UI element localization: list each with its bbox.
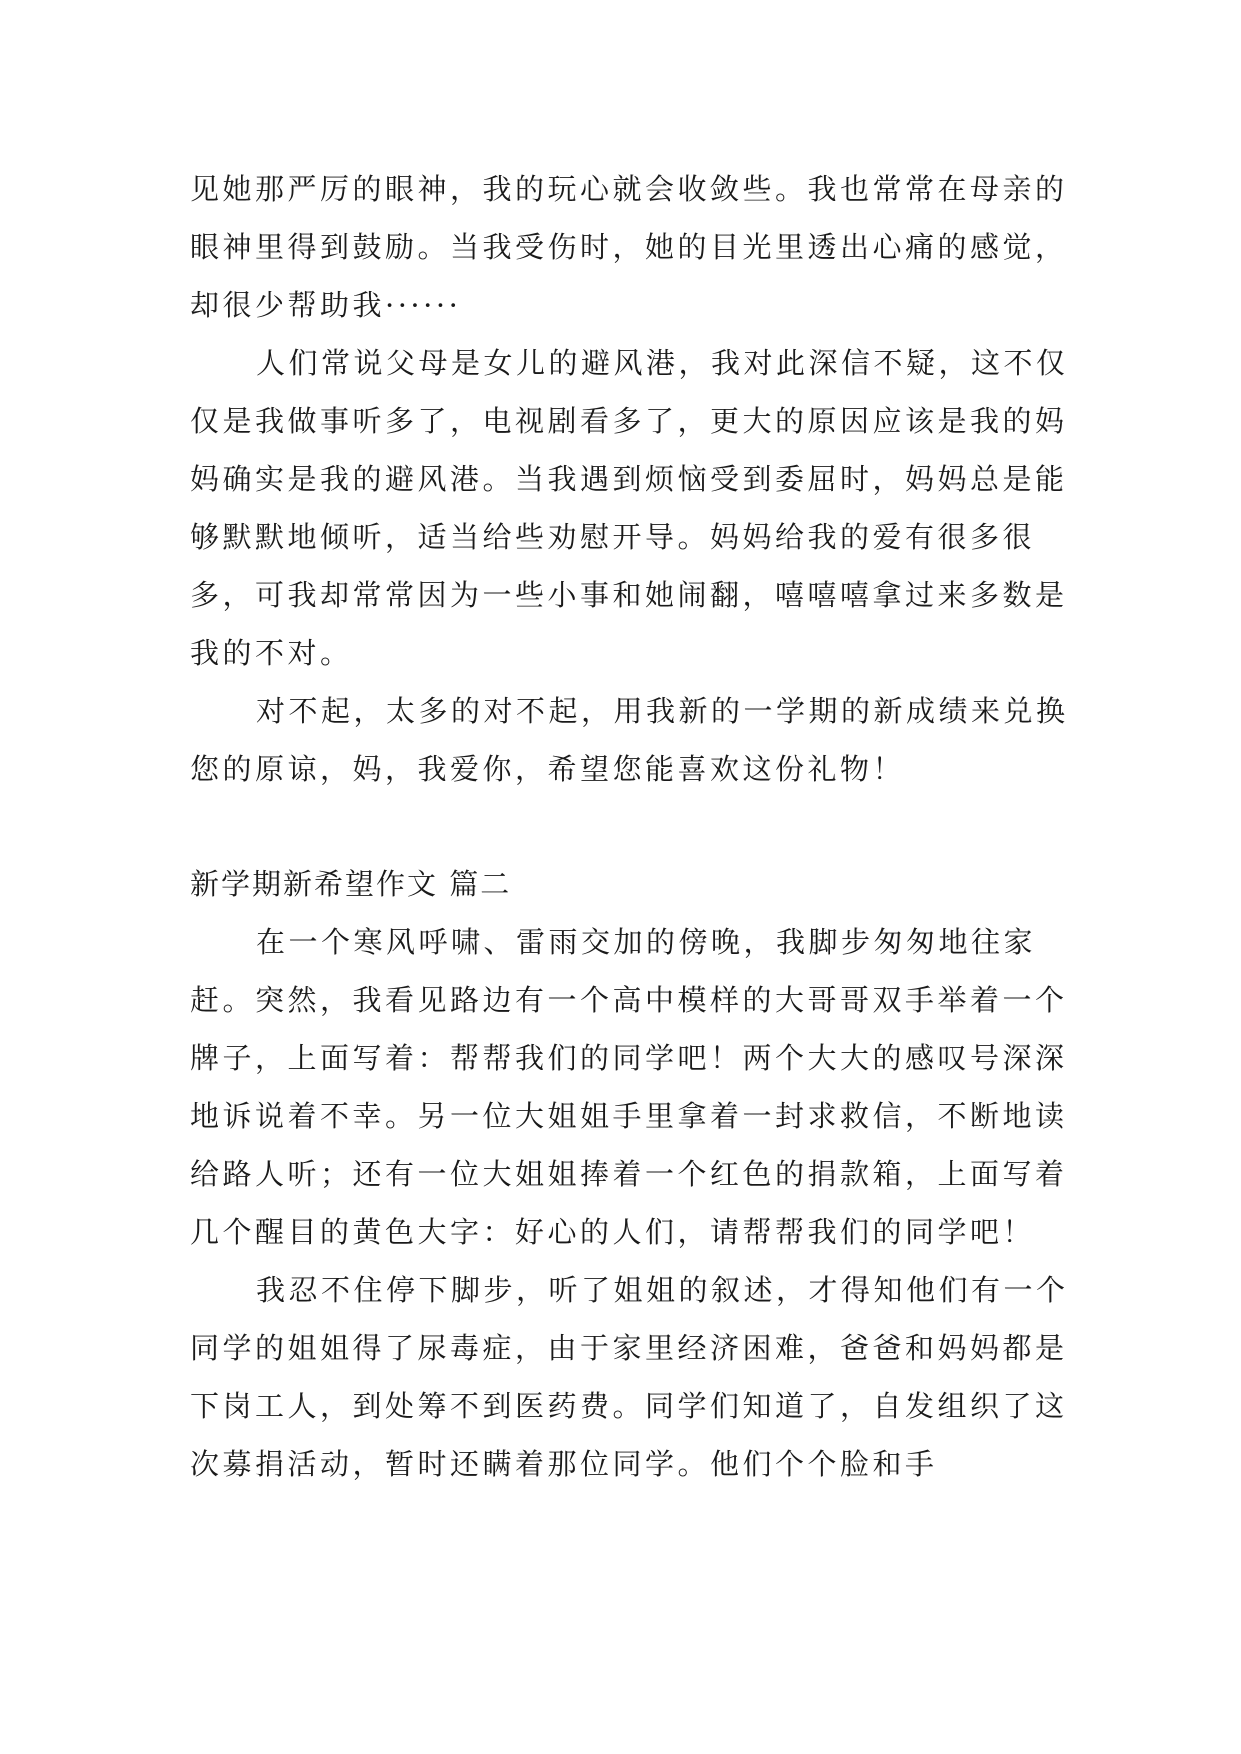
section-heading: 新学期新希望作文 篇二 [190,867,512,901]
paragraph-fundraising: 我忍不住停下脚步，听了姐姐的叙述，才得知他们有一个同学的姐姐得了尿毒症，由于家里经济困难，爸爸和妈妈都是下岗工人，到处筹不到医药费。同学们知道了，自发组织了这次募捐活动，暂时还瞒着那位同学。他们个个脸和手 [190,1273,1069,1481]
paragraph-continuation: 见她那严厉的眼神，我的玩心就会收敛些。我也常常在母亲的眼神里得到鼓励。当我受伤时，她的目光里透出心痛的感觉，却很少帮助我······ [190,172,1068,322]
paragraph-storm-evening: 在一个寒风呼啸、雷雨交加的傍晚，我脚步匆匆地往家赶。突然，我看见路边有一个高中模样的大哥哥双手举着一个牌子，上面写着：帮帮我们的同学吧！两个大大的感叹号深深地诉说着不幸。另一位大姐姐手里拿着一封求救信，不断地读给路人听；还有一位大姐姐捧着一个红色的捐款箱，上面写着几个醒目的黄色大字：好心的人们，请帮帮我们的同学吧！ [190,925,1068,1249]
document-body [190,160,1070,1493]
paragraph-apology: 对不起，太多的对不起，用我新的一学期的新成绩来兑换您的原谅，妈，我爱你，希望您能喜欢这份礼物！ [190,694,1069,786]
paragraph-safe-harbor: 人们常说父母是女儿的避风港，我对此深信不疑，这不仅仅是我做事听多了，电视剧看多了，更大的原因应该是我的妈妈确实是我的避风港。当我遇到烦恼受到委屈时，妈妈总是能够默默地倾听，适当给些劝慰开导。妈妈给我的爱有很多很多，可我却常常因为一些小事和她闹翻，嘻嘻嘻拿过来多数是我的不对。 [190,346,1069,670]
